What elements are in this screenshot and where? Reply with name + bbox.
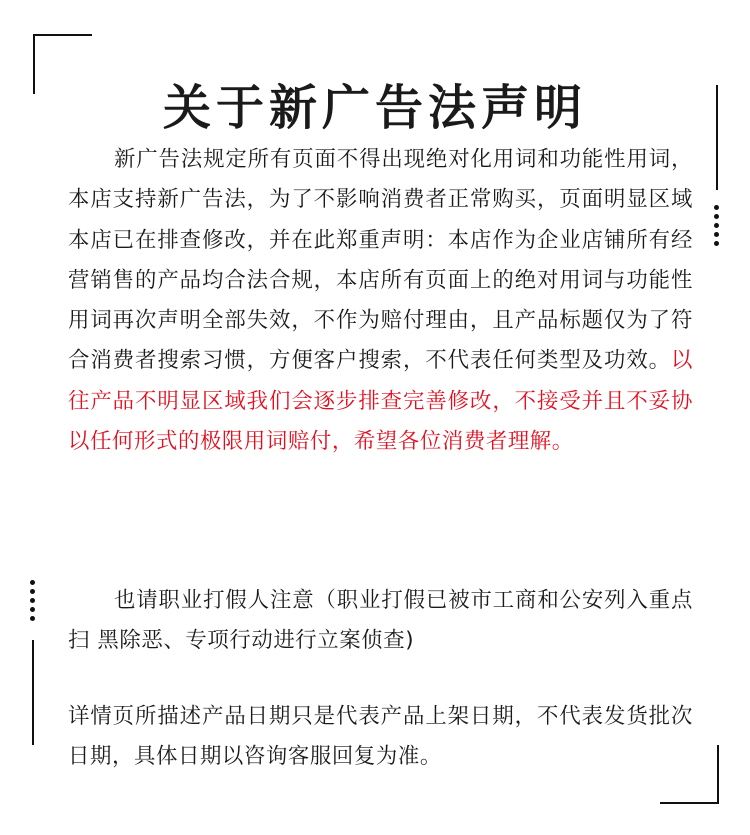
page-title: 关于新广告法声明: [162, 80, 587, 137]
frame-dots-left: [30, 580, 36, 625]
date-notice: 详情页所描述产品日期只是代表产品上架日期，不代表发货批次日期，具体日期以咨询客服回复为准。: [68, 704, 693, 770]
anti-fraud-notice: 也请职业打假人注意（职业打假已被市工商和公安列入重点扫 黑除恶、专项行动进行立案侦查): [68, 588, 693, 654]
statement-paragraph: [68, 140, 693, 462]
statement-highlight: 以往产品不明显区域我们会逐步排查完善修改，不接受并且不妥协以任何形式的极限用词赔付，希望各位消费者理解。: [68, 348, 693, 455]
statement-text: 新广告法规定所有页面不得出现绝对化用词和功能性用词，本店支持新广告法，为了不影响消费者正常购买，页面明显区域本店已在排查修改，并在此郑重声明：本店作为企业店铺所有经营销售的产品均合法合规，本店所有页面上的绝对用词与功能性用词再次声明全部失效，不作为赔付理由，且产品标题仅为了符合消费者搜索习惯，方便客户搜索，不代表任何类型及功效。: [68, 147, 693, 374]
frame-line-left: [32, 640, 34, 745]
frame-dots-right: [714, 205, 720, 250]
